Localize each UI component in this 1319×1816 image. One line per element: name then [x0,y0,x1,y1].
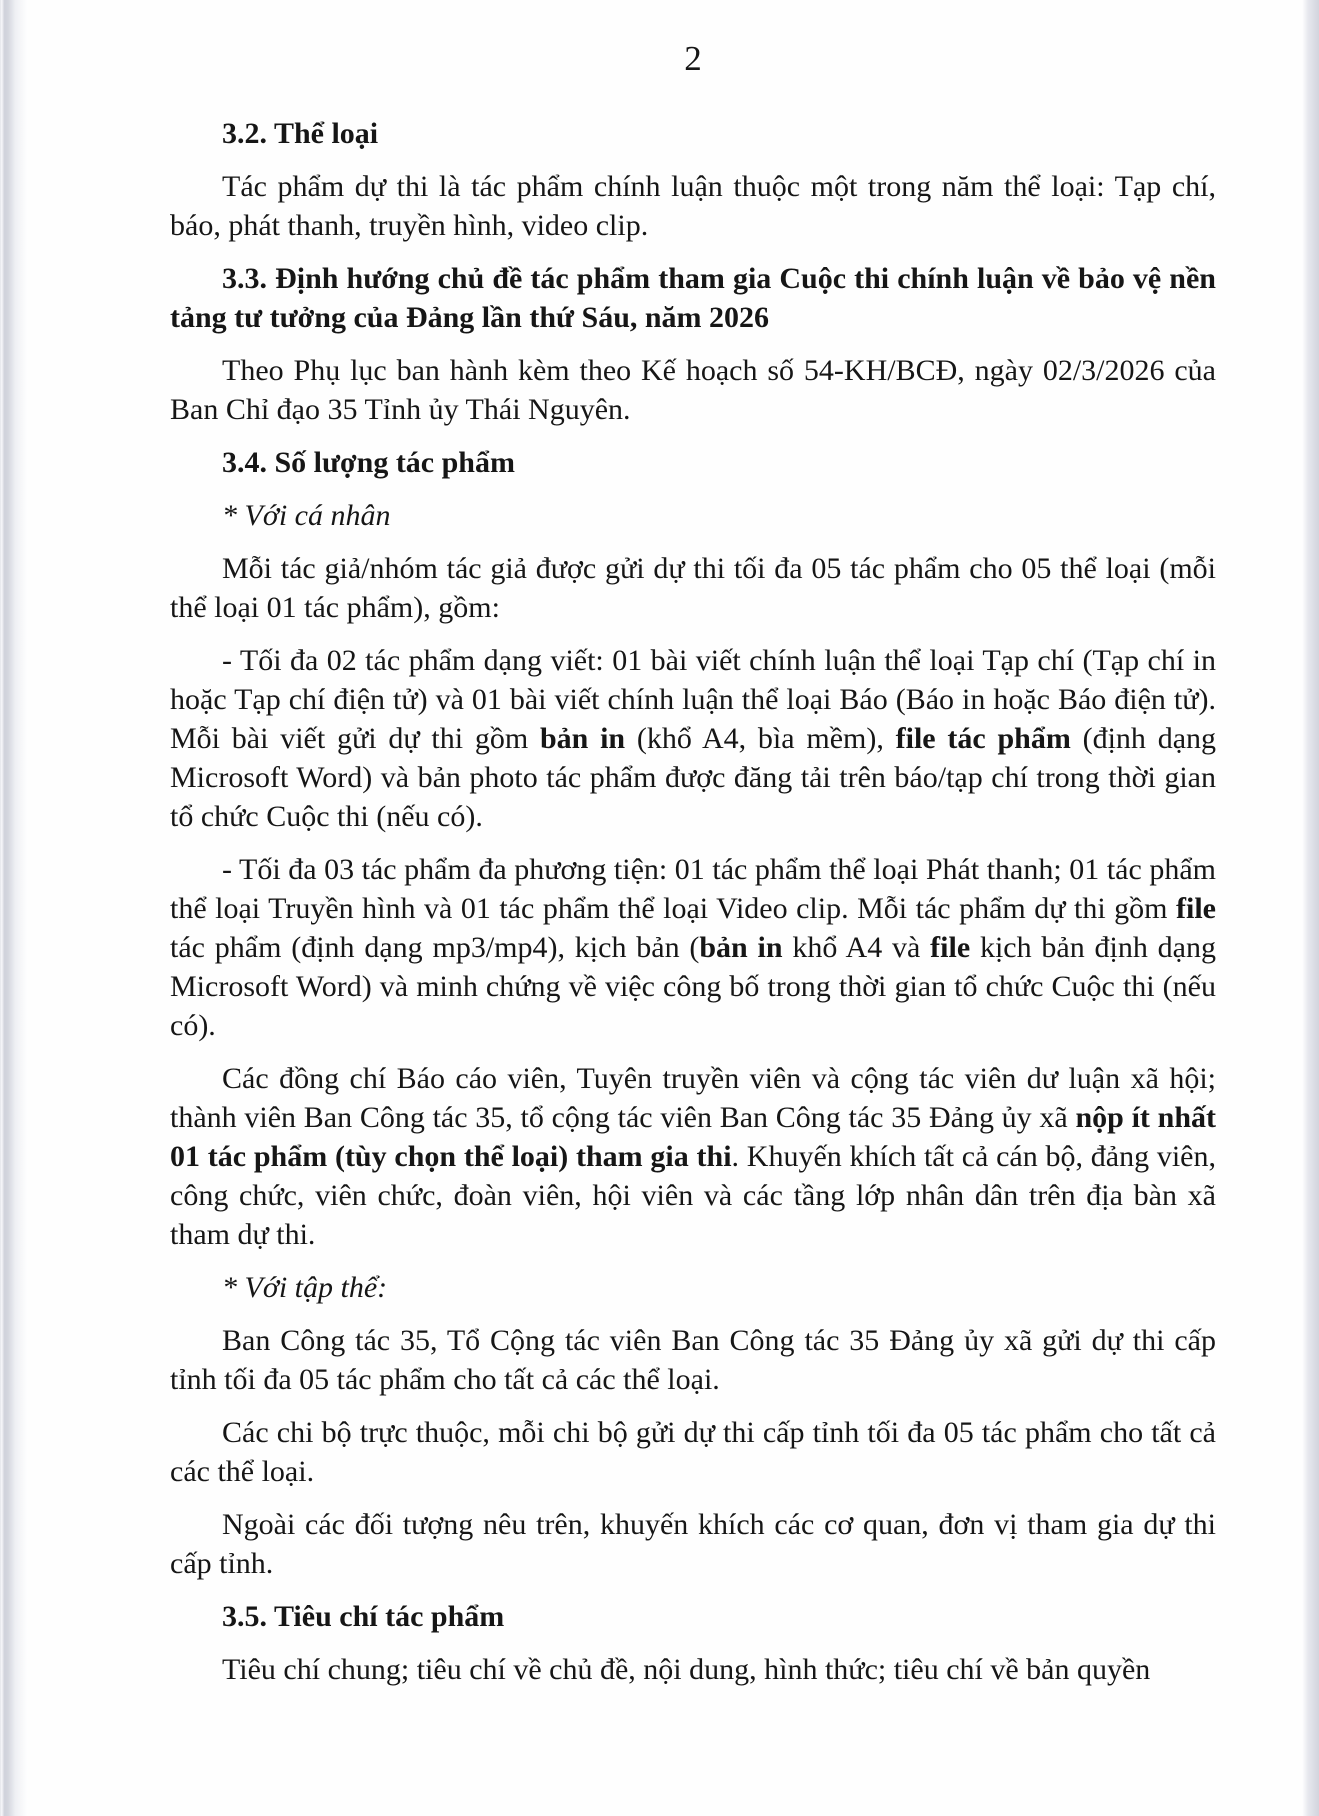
block-heading [170,259,1216,337]
text-run-bold: file tác phẩm [895,722,1071,755]
block-paragraph [170,1505,1216,1583]
text-run-bold: 3.4. Số lượng tác phẩm [222,446,515,479]
text-run: Tác phẩm dự thi là tác phẩm chính luận thuộc một trong năm thể loại: Tạp chí, báo, phát thanh, truyền hình, video clip. [170,170,1216,242]
text-run-bold: bản in [699,931,783,964]
block-paragraph [170,1413,1216,1491]
block-paragraph [170,351,1216,429]
page-left-edge-shadow [0,0,28,1816]
block-paragraph [170,167,1216,245]
text-run: (định dạng Microsoft Word) và bản photo tác phẩm được đăng tải trên báo/tạp chí trong thời gian tổ chức Cuộc thi (nếu có). [170,722,1217,833]
text-run: - Tối đa 02 tác phẩm dạng viết: 01 bài viết chính luận thể loại Tạp chí (Tạp chí in hoặc Tạp chí điện tử) và 01 bài viết chính luận thể loại Báo (Báo in hoặc Báo điện tử). Mỗi bài viết gửi dự thi gồm [170,644,1216,755]
block-heading [170,1597,1216,1636]
block-paragraph [170,1650,1216,1689]
block-heading [170,114,1216,153]
block-note [170,496,1216,535]
text-run-italic: * Với cá nhân [222,499,391,532]
text-run: (khổ A4, bìa mềm), [625,722,896,755]
block-note [170,1268,1216,1307]
text-run-bold: file [930,931,971,964]
text-run-bold: file [1176,892,1216,925]
text-run-bold: bản in [539,722,626,755]
text-run: Ban Công tác 35, Tổ Cộng tác viên Ban Công tác 35 Đảng ủy xã gửi dự thi cấp tỉnh tối đa 05 tác phẩm cho tất cả các thể loại. [170,1324,1216,1396]
block-paragraph [170,1321,1216,1399]
block-paragraph [170,850,1216,1045]
text-run-bold: 3.2. Thể loại [222,117,379,150]
text-run-bold: nộp ít nhất 01 tác phẩm (tùy chọn thể loại) tham gia thi [170,1101,1216,1173]
page-right-edge-shadow [1302,0,1319,1816]
block-paragraph [170,549,1216,627]
text-run-italic: * Với tập thể: [222,1271,388,1304]
page-number: 2 [684,39,702,78]
block-heading [170,443,1216,482]
text-run: khổ A4 và [782,931,931,964]
document-content [170,114,1216,1703]
block-paragraph [170,1059,1216,1254]
text-run: - Tối đa 03 tác phẩm đa phương tiện: 01 tác phẩm thể loại Phát thanh; 01 tác phẩm thể loại Truyền hình và 01 tác phẩm thể loại Video clip. Mỗi tác phẩm dự thi gồm [170,853,1216,925]
block-paragraph [170,641,1216,836]
text-run: kịch bản định dạng Microsoft Word) và minh chứng về việc công bố trong thời gian tổ chức Cuộc thi (nếu có). [170,931,1216,1042]
text-run: Tiêu chí chung; tiêu chí về chủ đề, nội dung, hình thức; tiêu chí về bản quyền [222,1653,1151,1686]
text-run: Mỗi tác giả/nhóm tác giả được gửi dự thi tối đa 05 tác phẩm cho 05 thể loại (mỗi thể loại 01 tác phẩm), gồm: [170,552,1216,624]
text-run-bold: 3.5. Tiêu chí tác phẩm [222,1600,505,1633]
text-run: tác phẩm (định dạng mp3/mp4), kịch bản ( [170,931,700,964]
text-run: Các đồng chí Báo cáo viên, Tuyên truyền viên và cộng tác viên dư luận xã hội; thành viên Ban Công tác 35, tổ cộng tác viên Ban Công tác 35 Đảng ủy xã [170,1062,1216,1134]
text-run: . Khuyến khích tất cả cán bộ, đảng viên, công chức, viên chức, đoàn viên, hội viên và các tầng lớp nhân dân trên địa bàn xã tham dự thi. [170,1140,1216,1251]
text-run-bold: 3.3. Định hướng chủ đề tác phẩm tham gia Cuộc thi chính luận về bảo vệ nền tảng tư tưởng của Đảng lần thứ Sáu, năm 2026 [170,262,1216,334]
text-run: Ngoài các đối tượng nêu trên, khuyến khích các cơ quan, đơn vị tham gia dự thi cấp tỉnh. [170,1508,1216,1580]
text-run: Các chi bộ trực thuộc, mỗi chi bộ gửi dự thi cấp tỉnh tối đa 05 tác phẩm cho tất cả các thể loại. [170,1416,1216,1488]
text-run: Theo Phụ lục ban hành kèm theo Kế hoạch số 54-KH/BCĐ, ngày 02/3/2026 của Ban Chỉ đạo 35 Tỉnh ủy Thái Nguyên. [170,354,1216,426]
